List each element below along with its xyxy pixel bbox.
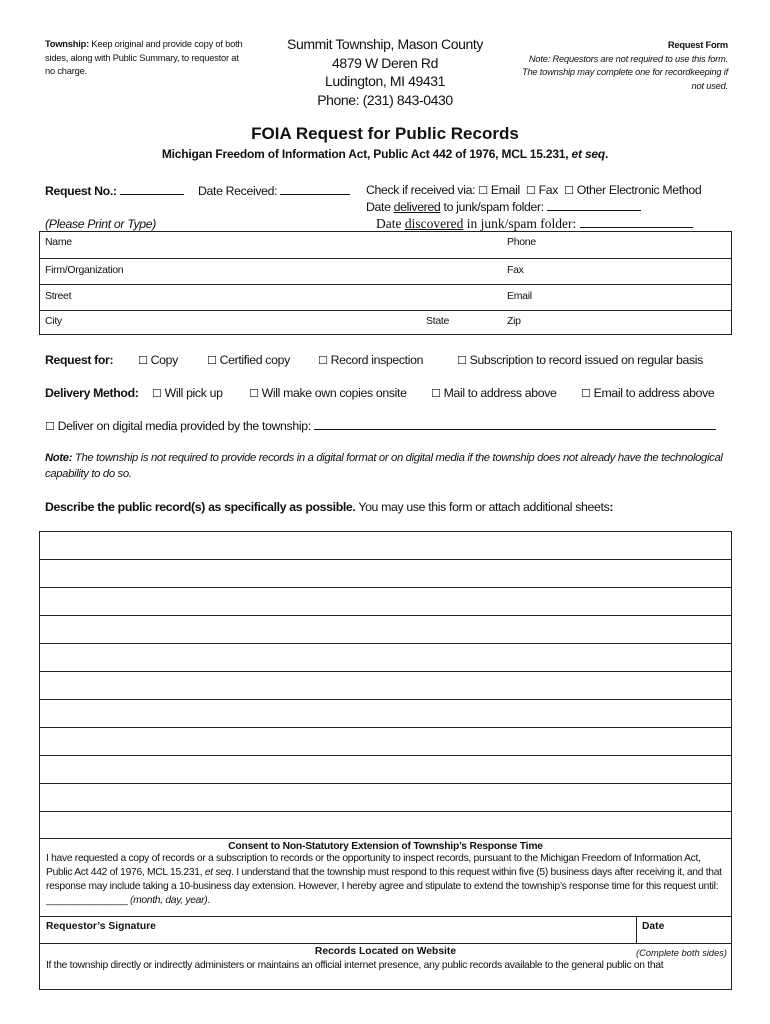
records-description-box [39,531,732,990]
checkbox-other-electronic[interactable]: ☐ [564,185,574,197]
state-field[interactable]: State [426,315,450,327]
received-via-other: Other Electronic Method [576,183,702,197]
delivery-method-label: Delivery Method: [45,386,139,400]
request-for-certified-copy[interactable]: ☐ Certified copy [207,353,290,367]
delivery-digital-media[interactable]: ☐ Deliver on digital media provided by the township: [45,418,716,433]
date-delivered-line[interactable] [547,199,641,211]
description-line[interactable] [40,755,731,756]
township-name: Summit Township, Mason County [287,36,483,52]
township-label: Township: [45,39,89,49]
firm-field[interactable]: Firm/Organization [45,264,124,276]
received-via-row [366,183,701,197]
website-records-title: Records Located on Website [314,946,457,957]
page-title: FOIA Request for Public Records [251,124,519,143]
requestor-info-table [39,231,732,335]
description-line[interactable] [40,615,731,616]
table-row [40,284,731,311]
request-form-title: Request Form [667,40,728,50]
complete-both-sides-note: (Complete both sides) [636,948,727,958]
township-city: Ludington, MI 49431 [324,73,446,89]
consent-title: Consent to Non-Statutory Extension of Township’s Response Time [228,841,543,852]
request-for-inspection[interactable]: ☐ Record inspection [318,353,424,367]
date-received-field[interactable] [198,183,350,198]
delivery-pick-up[interactable]: ☐ Will pick up [152,386,223,400]
request-form-note [518,39,728,93]
date-received-label: Date Received: [198,184,278,198]
description-line[interactable] [40,727,731,728]
describe-records-instruction: Describe the public record(s) as specifically as possible. You may use this form or attach additional sheets: [45,500,614,514]
description-line[interactable] [40,699,731,700]
delivery-email[interactable]: ☐ Email to address above [581,386,715,400]
consent-section [40,839,731,908]
township-address-block [240,35,530,109]
checkbox-email[interactable]: ☐ [478,185,488,197]
requestor-signature-field[interactable]: Requestor’s Signature [46,921,156,932]
request-no-label: Request No.: [45,184,117,198]
request-for-subscription[interactable]: ☐ Subscription to record issued on regular basis [457,353,703,367]
request-for-copy[interactable]: ☐ Copy [138,353,178,367]
request-form-note-text: Note: Requestors are not required to use this form. The township may complete one for recordkeeping if not used. [521,53,728,91]
description-line[interactable] [40,587,731,588]
request-no-line[interactable] [120,183,184,195]
city-field[interactable]: City [45,315,62,327]
delivery-mail[interactable]: ☐ Mail to address above [431,386,557,400]
description-line[interactable] [40,811,731,812]
received-via-label: Check if received via: [366,183,476,197]
received-via-fax: Fax [538,183,559,197]
print-note: (Please Print or Type) [45,217,156,231]
email-field[interactable]: Email [507,290,532,302]
township-phone: Phone: (231) 843-0430 [317,91,453,108]
digital-format-note: Note: The township is not required to provide records in a digital format or on digital media if the township does not already have the technological capability to do so. [45,452,723,480]
received-via-email: Email [490,183,520,197]
checkbox-fax[interactable]: ☐ [525,185,536,197]
name-field[interactable]: Name [45,236,72,248]
request-for-label: Request for: [45,353,114,367]
date-discovered-junk-field[interactable]: Date discovered in junk/spam folder: [376,216,693,232]
description-line[interactable] [40,559,731,560]
description-line[interactable] [40,643,731,644]
street-field[interactable]: Street [45,290,72,302]
zip-field[interactable]: Zip [507,315,521,327]
signature-divider [636,917,637,943]
website-records-text: If the township directly or indirectly administers or maintains an official internet presence, any public records available to the general public on that [46,960,664,971]
digital-media-line[interactable] [314,418,716,430]
fax-field[interactable]: Fax [507,264,524,276]
date-received-line[interactable] [280,183,350,195]
consent-body: I have requested a copy of records or a subscription to records or the opportunity to inspect records, pursuant to the Michigan Freedom of Information Act, Public Act 442 of 1976, MCL 15.231, et seq. I understand that the township must respond to this request within five (5) business days after receiving it, and that response may include taking a 10-business day extension. However, I hereby agree and stipulate to extend the township’s response time for this request until: _______________ (month, day, year). [46,853,722,906]
delivery-own-copies[interactable]: ☐ Will make own copies onsite [249,386,407,400]
extension-date-blank[interactable]: _______________ [46,895,128,906]
date-discovered-line[interactable] [580,216,693,228]
table-row [40,258,731,285]
township-instructions [45,38,245,79]
description-line[interactable] [40,783,731,784]
request-no-field[interactable] [45,183,184,198]
table-row [40,310,731,336]
table-row [40,232,731,259]
township-street: 4879 W Deren Rd [331,54,439,71]
date-delivered-junk-field[interactable]: Date delivered to junk/spam folder: [366,199,641,214]
phone-field[interactable]: Phone [507,236,536,248]
page-subtitle: Michigan Freedom of Information Act, Public Act 442 of 1976, MCL 15.231, et seq. [161,147,609,161]
township-instructions-text: Keep original and provide copy of both sides, along with Public Summary, to requestor at no charge. [45,39,243,76]
signature-date-field[interactable]: Date [642,921,665,932]
description-line[interactable] [40,671,731,672]
signature-row [40,916,731,944]
